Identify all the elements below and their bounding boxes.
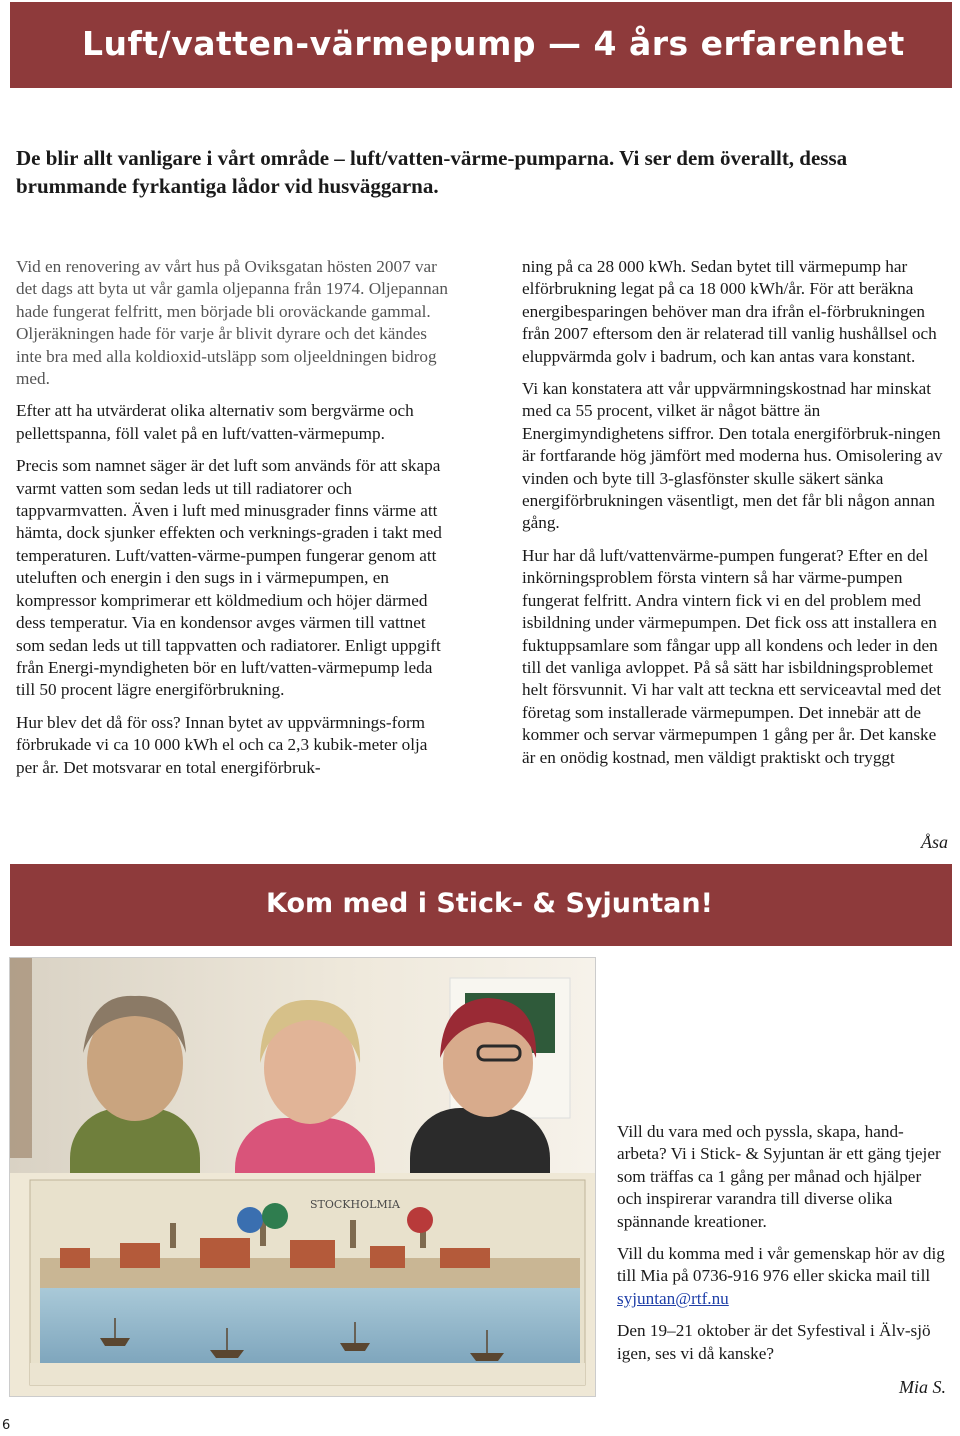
embroidery-text: STOCKHOLMIA [310, 1198, 400, 1211]
article-title: Luft/vatten-värmepump — 4 års erfarenhet [82, 24, 905, 63]
group-photo [9, 957, 596, 1397]
contact-text: Vill du komma med i vår gemenskap hör av dig till Mia på 0736-916 976 eller skicka mail till [617, 1244, 945, 1286]
stick-title: Kom med i Stick- & Syjuntan! [266, 888, 713, 919]
photo-illustration [10, 958, 595, 1396]
paragraph: Vill du vara med och pyssla, skapa, hand-arbeta? Vi i Stick- & Syjuntan är ett gäng tjejer som träffas ca 1 gång per månad och hjälper och inspirerar varandra till diverse olika spännande kreationer. [617, 1122, 941, 1231]
article-column-1 [16, 256, 452, 789]
page-number: 6 [2, 1418, 11, 1433]
paragraph: Hur har då luft/vattenvärme-pumpen fungerat? Efter en del inkörningsproblem första vintern så har värme-pumpen fungerat felfritt. Andra vintern fick vi en del problem med isbildning under värmepumpen. Det fick oss att installera en fuktuppsamlare som fångar upp all kondens och leder in den till det vanliga avloppet. På så sätt har isbildningsproblemet helt försvunnit. Vi har valt att teckna ett serviceavtal med det företag som installerade värmepumpen. Det innebär att de kommer och servar värmepumpen 1 gång per år. Det kanske är en onödig kostnad, men väldigt praktiskt och tryggt [522, 545, 942, 767]
paragraph [617, 1243, 950, 1310]
stick-text [617, 1121, 950, 1375]
paragraph: Vid en renovering av vårt hus på Oviksgatan hösten 2007 var det dags att byta ut vår gamla oljepanna från 1974. Oljepannan hade fungerat felfritt, men började bli oroväckande gammal. Oljeräkningen hade för varje år blivit dyrare och det kändes inte bra med alla koldioxid-utsläpp som oljeeldningen bidrog med. [16, 257, 448, 389]
article-column-2 [522, 256, 950, 779]
email-link[interactable]: syjuntan@rtf.nu [617, 1288, 729, 1308]
paragraph: Den 19–21 oktober är det Syfestival i Älv-sjö igen, ses vi då kanske? [617, 1321, 931, 1363]
stick-title-banner [10, 864, 952, 946]
article-lead: De blir allt vanligare i vårt område – luft/vatten-värme-pumparna. Vi ser dem överallt, dessa brummande fyrkantiga lådor vid husväggarna. [16, 146, 848, 198]
article-signature: Åsa [921, 832, 948, 852]
paragraph: Hur blev det då för oss? Innan bytet av uppvärmnings-form förbrukade vi ca 10 000 kWh el och ca 2,3 kubik-meter olja per år. Det motsvarar en total energiförbruk- [16, 712, 428, 777]
paragraph: Vi kan konstatera att vår uppvärmningskostnad har minskat med ca 55 procent, vilket är något bättre än Energimyndighetens siffror. Den totala energiförbruk-ningen är fortfarande hög jämfört med moderna hus. Omisolering av vinden och byte till 3-glasfönster skulle säkert sänka energiförbrukningen väsentligt, men det får bli någon annan gång. [522, 379, 943, 533]
paragraph: ning på ca 28 000 kWh. Sedan bytet till värmepump har elförbrukning legat på ca 18 000 kWh/år. För att beräkna energibesparingen behöver man dra ifrån el-förbrukningen från 2007 eftersom den är relaterad till vanlig hushållsel och eluppvärmda golv i badrum, och kan antas vara konstant. [522, 257, 937, 366]
article-title-banner [10, 2, 952, 88]
stick-signature: Mia S. [899, 1377, 946, 1397]
paragraph: Efter att ha utvärderat olika alternativ som bergvärme och pellettspanna, föll valet på en luft/vatten-värmepump. [16, 401, 414, 443]
paragraph: Precis som namnet säger är det luft som används för att skapa varmt vatten som sedan leds ut till radiatorer och tappvarmvatten. Även i luft med minusgrader finns värme att hämta, dock sjunker effekten och verknings-graden i takt med temperaturen. Luft/vatten-värme-pumpen fungerar genom att uteluften och energin i den sugs in i värmepumpen, en kompressor komprimerar ett köldmedium och höjer därmed dess temperatur. Via en kondensor avges värmen till vattnet som sedan leds ut till tappvatten och radiatorer. Enligt uppgift från Energi-myndigheten bör en luft/vatten-värmepump leda till 50 procent lägre energiförbrukning. [16, 456, 442, 700]
